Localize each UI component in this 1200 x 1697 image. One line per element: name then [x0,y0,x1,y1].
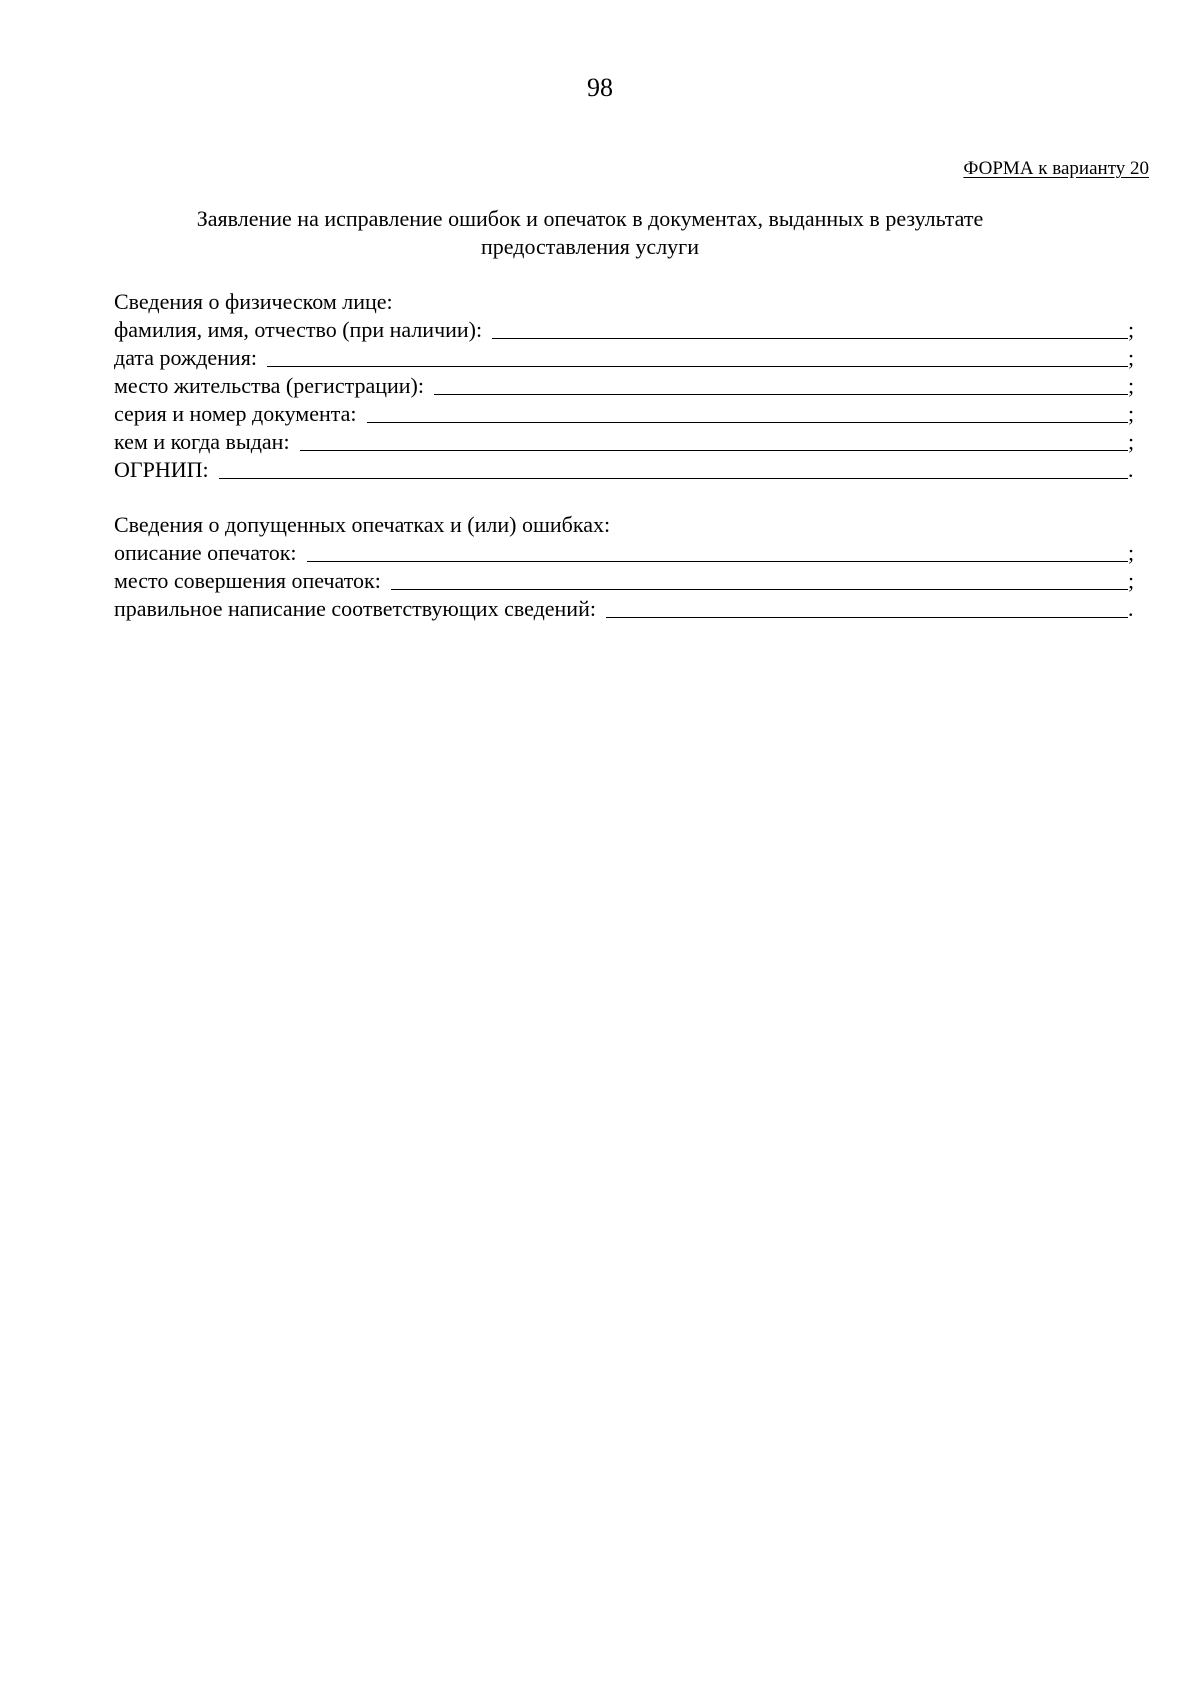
field-end-birth-date: ; [1128,345,1135,370]
page-number: 98 [587,73,613,102]
field-label-residence: место жительства (регистрации): [114,373,424,398]
document-number-fill-line[interactable] [367,422,1128,423]
document-title-line-1: Заявление на исправление ошибок и опечаток в документах, выданных в результате [196,206,984,231]
field-label-ogrnip: ОГРНИП: [114,457,209,482]
residence-fill-line[interactable] [434,394,1128,395]
field-end-ogrnip: . [1128,457,1134,482]
field-label-typo-description: описание опечаток: [114,540,297,565]
correct-spelling-fill-line[interactable] [606,617,1128,618]
field-label-typo-location: место совершения опечаток: [114,568,381,593]
document-title [150,205,1030,261]
field-row-residence [114,372,1138,400]
errors-info-section [114,511,1138,623]
field-label-document-number: серия и номер документа: [114,401,357,426]
document-title-line-2: предоставления услуги [481,234,699,259]
field-end-typo-description: ; [1128,540,1135,565]
person-info-section [114,288,1138,484]
typo-location-fill-line[interactable] [391,589,1128,590]
person-info-heading: Сведения о физическом лице: [114,289,393,314]
field-end-document-number: ; [1128,401,1135,426]
birth-date-fill-line[interactable] [267,366,1128,367]
form-reference: ФОРМА к варианту 20 [963,158,1149,179]
field-end-correct-spelling: . [1128,596,1134,621]
field-row-full-name [114,316,1138,344]
field-row-correct-spelling [114,595,1138,623]
errors-info-heading: Сведения о допущенных опечатках и (или) ошибках: [114,512,611,537]
field-label-birth-date: дата рождения: [114,345,257,370]
field-label-issued-by: кем и когда выдан: [114,429,290,454]
field-end-typo-location: ; [1128,568,1135,593]
field-row-typo-description [114,539,1138,567]
field-label-full-name: фамилия, имя, отчество (при наличии): [114,317,483,342]
full-name-fill-line[interactable] [492,338,1128,339]
ogrnip-fill-line[interactable] [219,478,1128,479]
field-end-residence: ; [1128,373,1135,398]
issued-by-fill-line[interactable] [300,450,1128,451]
typo-description-fill-line[interactable] [307,561,1128,562]
field-row-birth-date [114,344,1138,372]
field-row-typo-location [114,567,1138,595]
field-end-full-name: ; [1128,317,1135,342]
field-end-issued-by: ; [1128,429,1135,454]
field-label-correct-spelling: правильное написание соответствующих сведений: [114,596,596,621]
field-row-ogrnip [114,456,1138,484]
field-row-document-number [114,400,1138,428]
field-row-issued-by [114,428,1138,456]
